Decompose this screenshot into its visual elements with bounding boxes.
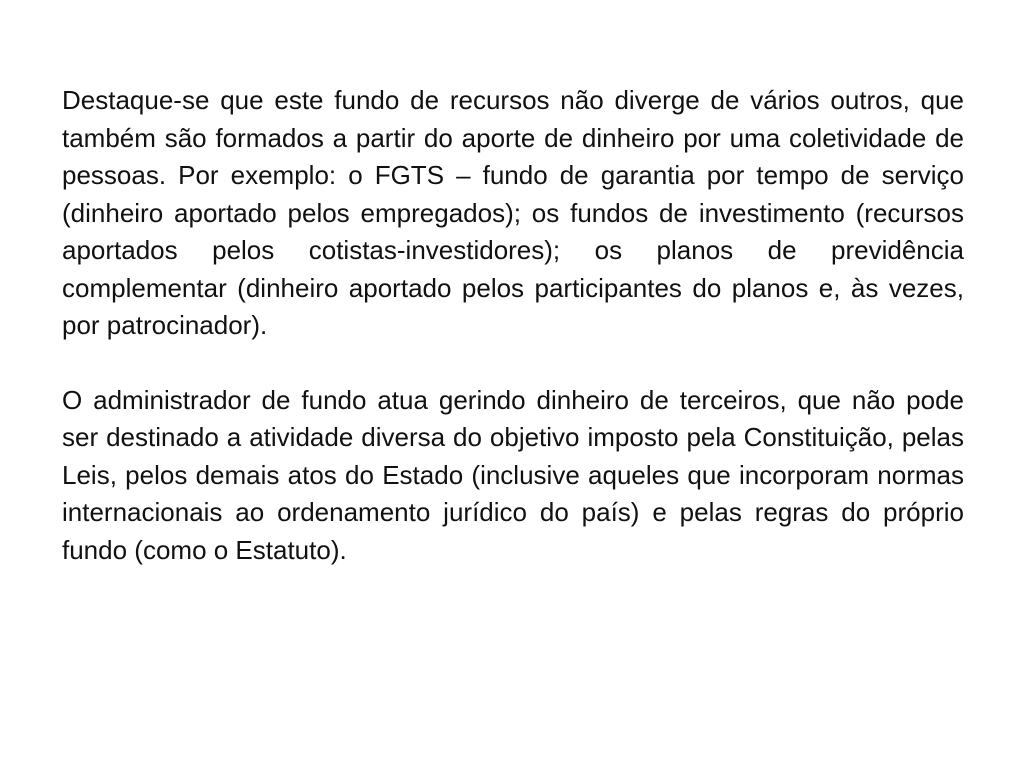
paragraph-administrator-duties: O administrador de fundo atua gerindo dinheiro de terceiros, que não pode ser destinado a atividade diversa do objetivo imposto pela Constituição, pelas Leis, pelos demais atos do Estado (inclusive aqueles que incorporam normas internacionais ao ordenamento jurídico do país) e pelas regras do próprio fundo (como o Estatuto).: [62, 384, 964, 565]
paragraph-fund-comparison: Destaque-se que este fundo de recursos não diverge de vários outros, que também são formados a partir do aporte de dinheiro por uma coletividade de pessoas. Por exemplo: o FGTS – fundo de garantia por tempo de serviço (dinheiro aportado pelos empregados); os fundos de investimento (recursos aportados pelos cotistas-investidores); os planos de previdência complementar (dinheiro aportado pelos participantes do planos e, às vezes, por patrocinador).: [62, 85, 964, 340]
slide-body: [62, 82, 964, 569]
